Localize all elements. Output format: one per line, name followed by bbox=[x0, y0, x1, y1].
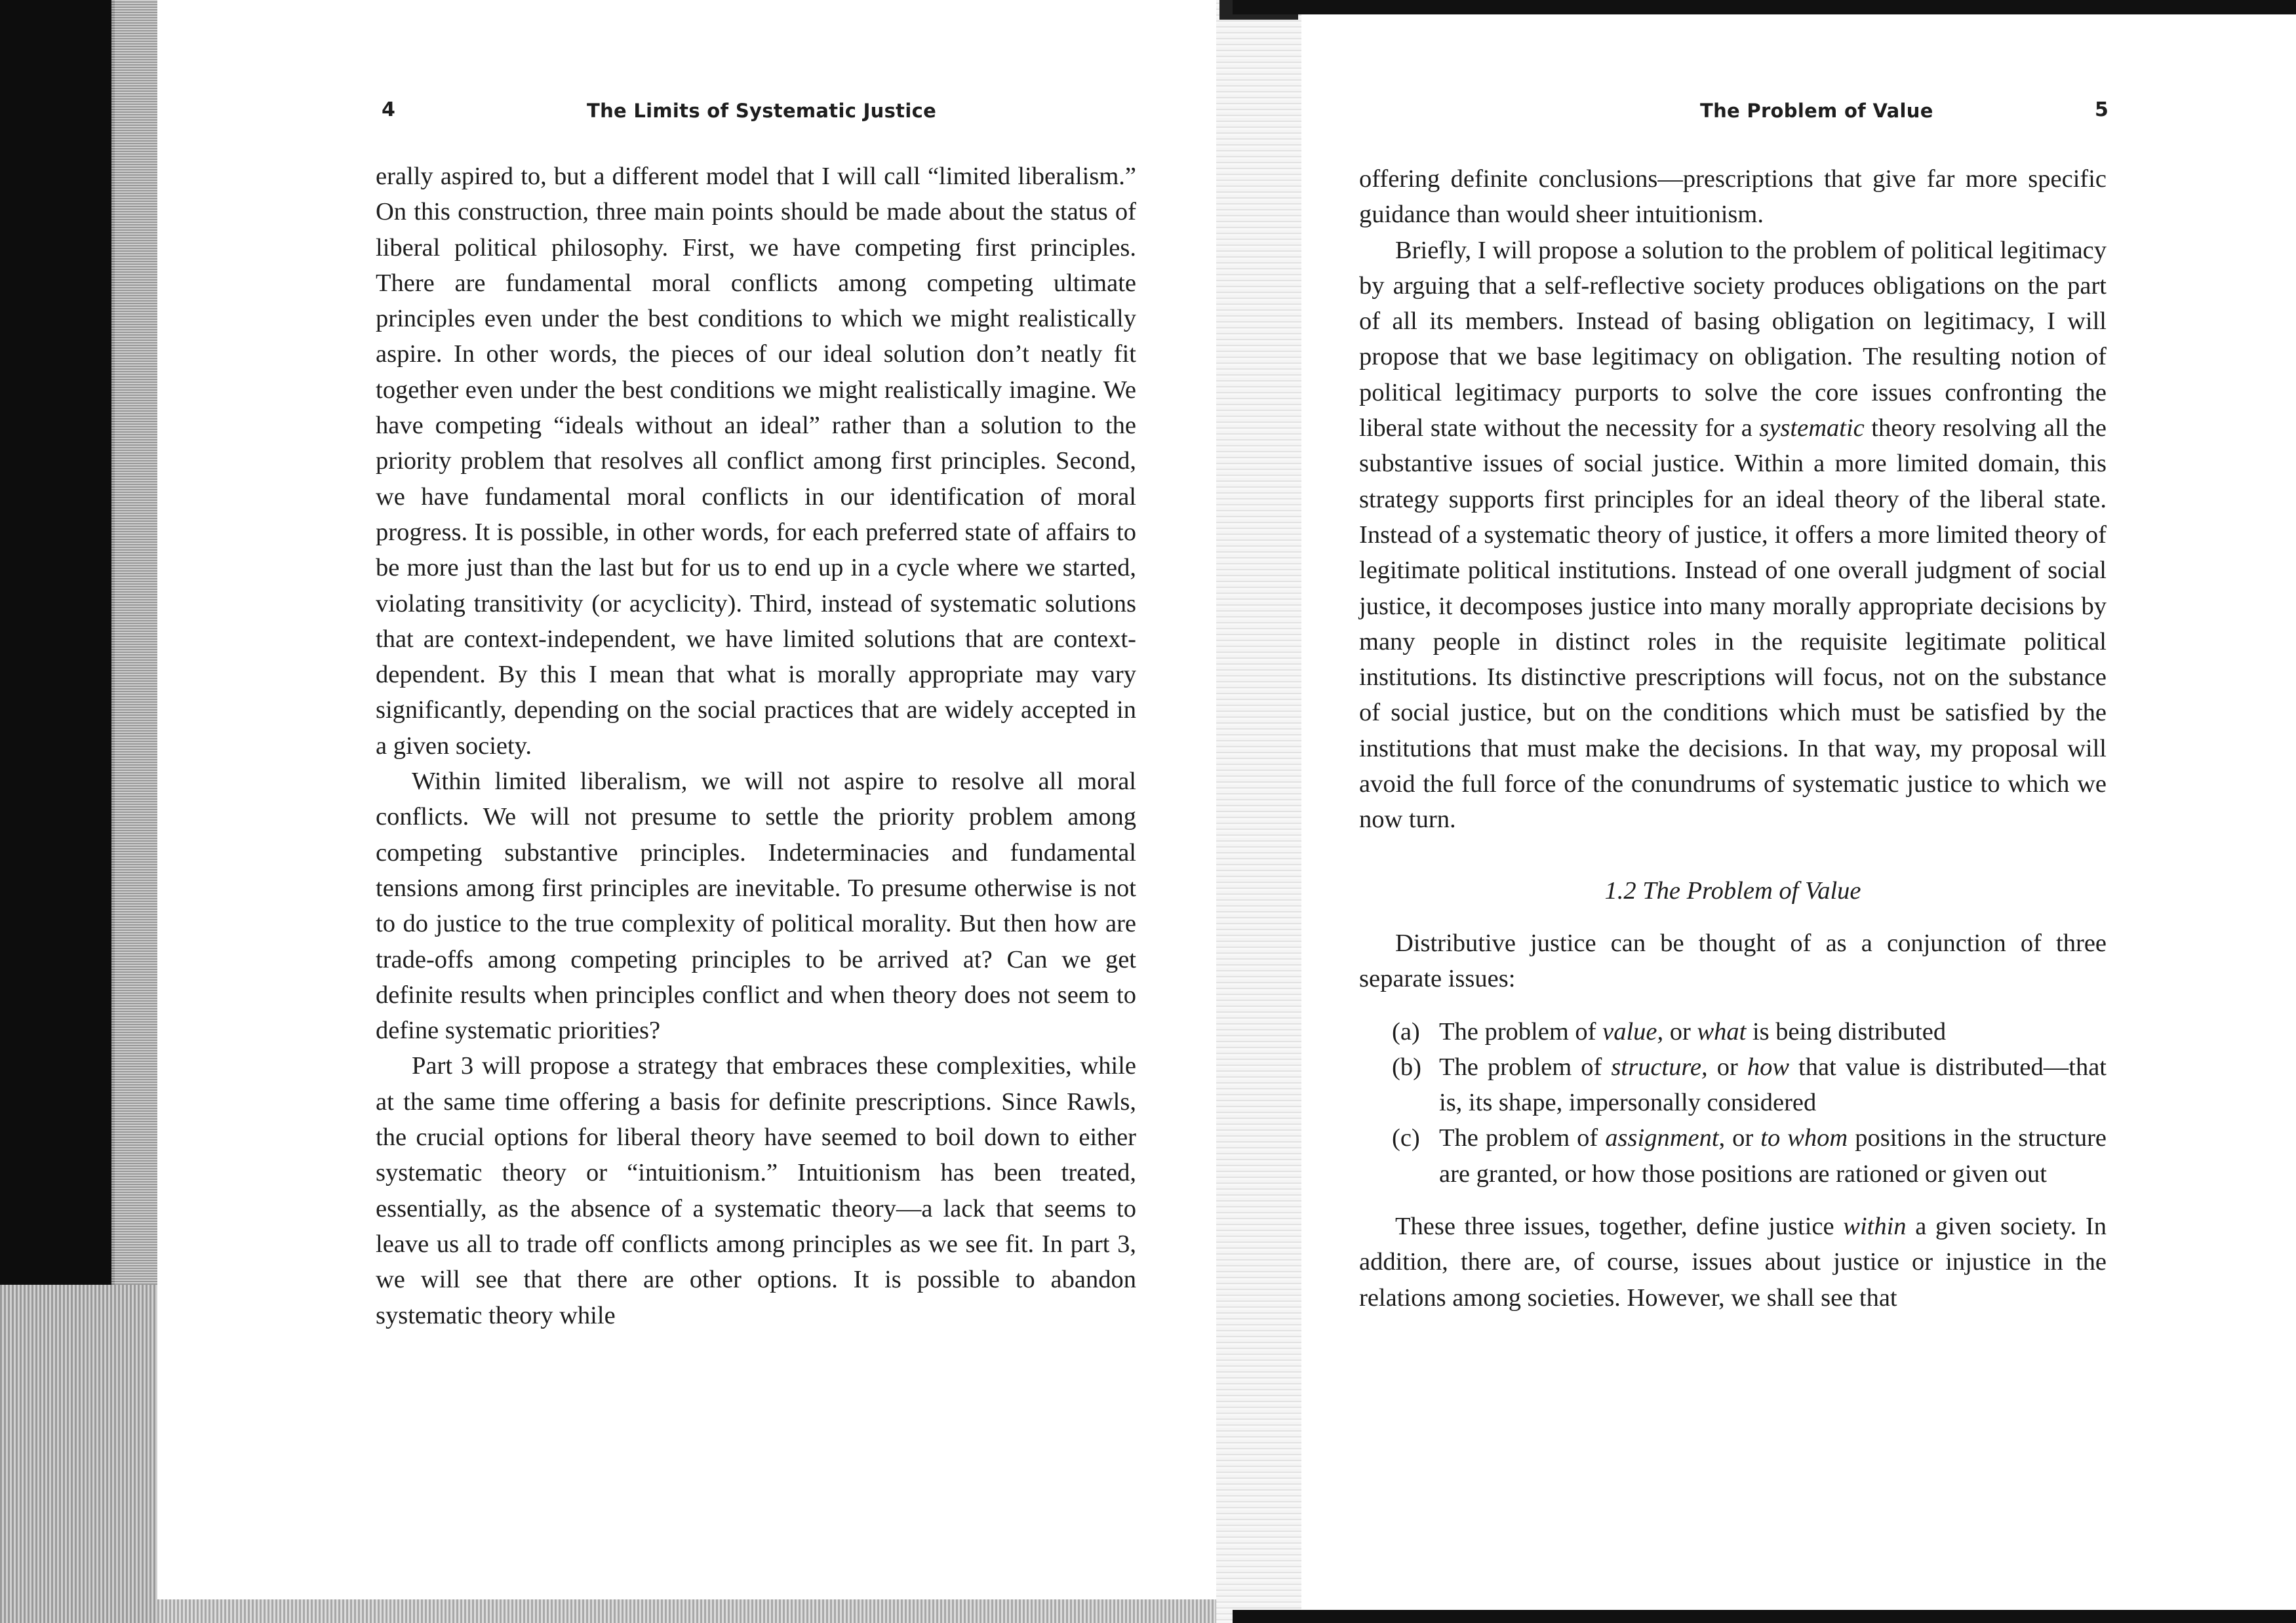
list-item: (a) The problem of value, or what is being distributed bbox=[1359, 1014, 2107, 1049]
issue-list bbox=[1359, 1014, 2107, 1192]
page-number-left: 4 bbox=[382, 98, 395, 121]
scan-edge-bottom-right bbox=[1233, 1610, 2296, 1623]
running-head-left: The Limits of Systematic Justice bbox=[587, 100, 937, 122]
paragraph: erally aspired to, but a different model that I will call “limited liberalism.” On this construction, three main points should be made about the status of liberal political philosophy. First, we have competing first principles. There are fundamental moral conflicts among competing ultimate principles even under the best conditions to which we might realistically aspire. In other words, the pieces of our ideal solution don’t neatly fit together even under the best conditions we might realistically imagine. We have competing “ideals without an ideal” rather than a solution to the priority problem that resolves all conflict among first principles. Second, we have fundamental moral conflicts in our identification of moral progress. It is possible, in other words, for each preferred state of affairs to be more just than the last but for us to end up in a cycle where we started, violating transitivity (or acyclicity). Third, instead of systematic solutions that are context-independent, we have limited solutions that are context-dependent. By this I mean that what is morally appropriate may vary significantly, depending on the social practices that are widely accepted in a given society. bbox=[376, 163, 1136, 760]
page-number-right: 5 bbox=[2095, 98, 2108, 121]
emphasis: within bbox=[1843, 1213, 1907, 1241]
paragraph: Distributive justice can be thought of as a conjunction of three separate issues: bbox=[1359, 929, 2107, 993]
list-item-label: (c) bbox=[1392, 1124, 1420, 1152]
scan-edge-top-right bbox=[1233, 0, 2296, 14]
paragraph: Briefly, I will propose a solution to the problem of political legitimacy by arguing that a self-reflective society produces obligations on the part of all its members. Instead of basing obligation on legitimacy, I will propose that we base legitimacy on obligation. The resulting notion of political legitimacy purports to solve the core issues confronting the liberal state without the necessity for a systematic theory resolving all the substantive issues of social justice. Within a more limited domain, this strategy supports first principles for an ideal theory of the liberal state. Instead of a systematic theory of justice, it offers a more limited theory of legitimate political institutions. Instead of one overall judgment of social justice, it decomposes justice into many morally appropriate decisions by many people in distinct roles in the requisite legitimate political institutions. Its distinctive prescriptions will focus, not on the substance of social justice, but on the conditions which must be satisfied by the institutions that must make the decisions. In that way, my proposal will avoid the full force of the conundrums of systematic justice to which we now turn. bbox=[1359, 236, 2107, 834]
list-item: (c) The problem of assignment, or to whom positions in the structure are granted, or how those positions are rationed or given out bbox=[1359, 1120, 2107, 1192]
paragraph: offering definite conclusions—prescriptions that give far more specific guidance than would sheer intuitionism. bbox=[1359, 165, 2107, 229]
list-item-label: (a) bbox=[1392, 1017, 1420, 1046]
emphasis: systematic bbox=[1759, 414, 1865, 442]
book-gutter bbox=[1216, 0, 1301, 1623]
left-page-body bbox=[376, 159, 1136, 1333]
paragraph: Part 3 will propose a strategy that embraces these complexities, while at the same time offering a basis for definite prescriptions. Since Rawls, the crucial options for liberal theory have seemed to boil down to either systematic theory or “intuitionism.” Intuitionism has been treated, essentially, as the absence of a systematic theory—a lack that seems to leave us all to trade off conflicts among principles as we see fit. In part 3, we will see that there are other options. It is possible to abandon systematic theory while bbox=[376, 1052, 1136, 1329]
scan-edge-corner bbox=[0, 1285, 157, 1623]
paragraph: Within limited liberalism, we will not aspire to resolve all moral conflicts. We will not presume to settle the priority problem among competing substantive principles. Indeterminacies and fundamental tensions among first principles are inevitable. To presume otherwise is not to do justice to the true complexity of political morality. But then how are trade-offs among competing principles to be arrived at? Can we get definite results when principles conflict and when theory does not seem to define systematic priorities? bbox=[376, 768, 1136, 1045]
list-item: (b) The problem of structure, or how that value is distributed—that is, its shape, impersonally considered bbox=[1359, 1049, 2107, 1121]
running-head-right: The Problem of Value bbox=[1700, 100, 1933, 122]
section-heading: 1.2 The Problem of Value bbox=[1604, 876, 1861, 905]
scan-edge-bottom bbox=[157, 1599, 1219, 1623]
list-item-label: (b) bbox=[1392, 1053, 1421, 1081]
right-page-body bbox=[1359, 161, 2107, 1316]
paragraph: These three issues, together, define justice within a given society. In addition, there are, of course, issues about justice or injustice in the relations among societies. However, we shall see that bbox=[1359, 1213, 2107, 1312]
